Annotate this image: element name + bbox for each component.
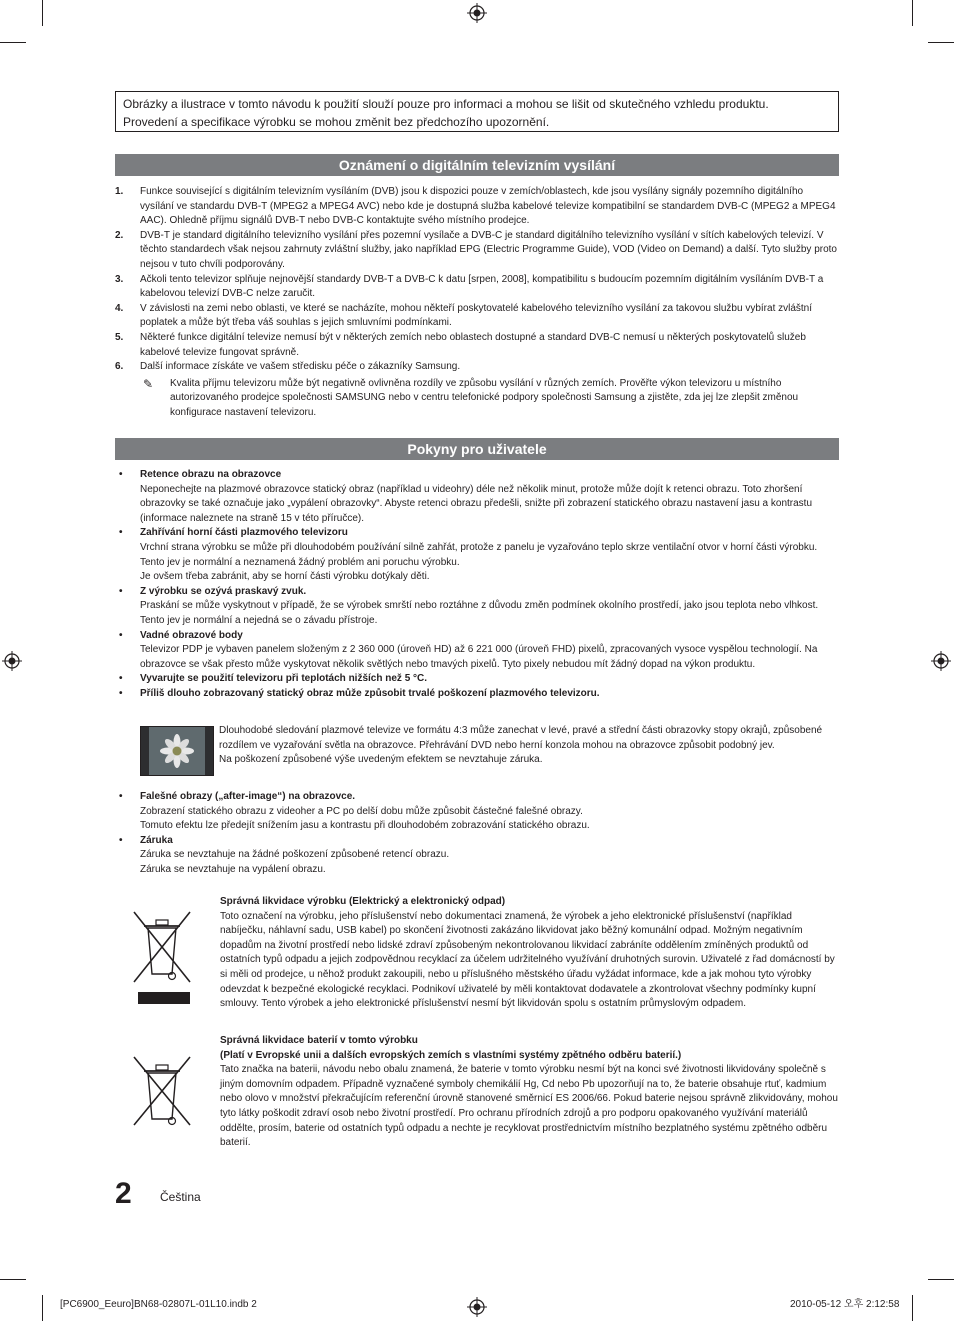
list-item: • Retence obrazu na obrazovce Neponechejte na plazmové obrazovce statický obraz (například u videohry) déle než několik minut, protože může dojít k retenci obrazu. Toto zhoršení obrazovky se také označuje jako „vypálení obrazovky“. Abyste retenci obrazu předešli, snižte při zobrazení statického obrazu nastavení jasu a kontrastu (informace naleznete na straně 15 v této příručce). bbox=[119, 469, 813, 524]
print-footer-file: [PC6900_Eeuro]BN68-02807L-01L10.indb 2 bbox=[60, 1299, 257, 1310]
crop-mark bbox=[912, 0, 913, 26]
list-item: 4. V závislosti na zemi nebo oblasti, ve které se nacházíte, mohou někteří poskytovatelé kabelového televizního vysílání za takovou službu vybírat zvláštní poplatek a může být třeba váš souhlas s jejich smluvními podmínkami. bbox=[115, 302, 813, 329]
digital-broadcast-list bbox=[115, 185, 839, 421]
list-item: • Vadné obrazové body Televizor PDP je vybaven panelem složeným z 2 360 000 (úroveň HD) až 6 221 000 (úroveň FHD) pixelů, zpracovaných vysoce vyspělou technologií. Na obrazovce se však přesto může vyskytovat několik světlých nebo tmavých pixelů. Tyto pixely nebudou mít žádný dopad na výkon produktu. bbox=[119, 629, 818, 670]
language-label: Čeština bbox=[160, 1190, 201, 1204]
section-heading-digital-broadcast: Oznámení o digitálním televizním vysílání bbox=[115, 154, 839, 176]
crop-mark bbox=[0, 1279, 26, 1280]
registration-mark-icon bbox=[2, 651, 22, 671]
crop-mark bbox=[928, 1279, 954, 1280]
crop-mark bbox=[912, 1295, 913, 1321]
list-item: 3. Ačkoli tento televizor splňuje nejnovější standardy DVB-T a DVB-C k datu [srpen, 2008], kompatibilitu s budoucím pozemním digitálním vysíláním DVB-T a kabelovou televizí DVB-C nelze zaručit. bbox=[115, 273, 824, 300]
list-item: 1. Funkce související s digitálním televizním vysíláním (DVB) jsou k dispozici pouze v zemích/oblastech, kde jsou vysílány signály pozemního digitálního vysílání ve standardu DVB-T (MPEG2 a MPEG4 AVC) nebo kde je dostupná služba kabelové televize kompatibilní se standardem DVB-C (MPEG2 a MPEG4 AAC). Ohledně příjmu signálů DVB-T nebo DVB-C kontaktujte svého místního prodejce. bbox=[115, 186, 836, 227]
print-footer-timestamp: 2010-05-12 오후 2:12:58 bbox=[790, 1299, 900, 1310]
registration-mark-icon bbox=[467, 1297, 487, 1317]
flower-photo-image bbox=[140, 726, 214, 776]
note: ✎ Kvalita příjmu televizoru může být negativně ovlivněna rozdíly ve způsobu vysílání v různých zemích. Prověřte výkon televizoru u místního autorizovaného prodejce společnosti SAMSUNG nebo v centru telefonické podpory společnosti Samsung a zjistěte, zda jej lze zlepšit změnou konfigurace nastavení televizoru. bbox=[143, 376, 799, 418]
disclaimer-line: Obrázky a ilustrace v tomto návodu k použití slouží pouze pro informaci a mohou se lišit od skutečného vzhledu produktu. bbox=[123, 97, 769, 111]
crop-mark bbox=[928, 42, 954, 43]
user-instructions-list-continued bbox=[115, 790, 839, 878]
list-item: 6. Další informace získáte ve vašem středisku péče o zákazníky Samsung. bbox=[115, 361, 461, 373]
crop-mark bbox=[42, 0, 43, 26]
list-item: • Příliš dlouho zobrazovaný statický obraz může způsobit trvalé poškození plazmového televizoru. bbox=[119, 687, 600, 699]
user-instructions-list bbox=[115, 468, 839, 702]
section-heading-user-instructions: Pokyny pro uživatele bbox=[115, 438, 839, 460]
list-item: 5. Některé funkce digitální televize nemusí být v některých zemích nebo oblastech dostupné a standard DVB-C nemusí u některých poskytovatelů služeb kabelové televize fungovat správně. bbox=[115, 331, 806, 358]
list-item: • Vyvarujte se použití televizoru při teplotách nižších než 5 °C. bbox=[119, 673, 428, 685]
battery-disposal-section: Správná likvidace baterií v tomto výrobku (Platí v Evropské unii a dalších evropských zemích s vlastními systémy zpětného odběru baterií.) Tato značka na baterii, návodu nebo obalu znamená, že baterie v tomto výrobku nesmí být na konci své životnosti likvidovány společně s jiným domovním odpadem. Případně vyznačené symboly chemikálií Hg, Cd nebo Pb upozorňují na to, že baterie obsahuje rtuť, kadmium nebo olovo v množství překračujícím referenční úrovně stanovené směrnicí ES 2006/66. Pokud baterie nejsou správně zlikvidovány, mohou tyto látky poškodit zdraví osob nebo životní prostředí. Pro ochranu přírodních zdrojů a pro podporu opakovaného využívání materiálů oddělte, prosím, baterie od ostatních typů odpadu a nechte je recyklovat prostřednictvím místního bezplatného systému zpětného odběru baterií. bbox=[220, 1035, 838, 1149]
list-item: • Zahřívání horní části plazmového televizoru Vrchní strana výrobku se může při dlouhodobém používání silně zahřát, protože z panelu je vyzařováno teplo skrze ventilační otvor v horní části výrobku. Tento jev je normální a neznamená žádný problém ani poruchu výrobku. Je ovšem třeba zabránit, aby se horní části výrobku dotýkaly děti. bbox=[119, 527, 818, 583]
weee-disposal-section: Správná likvidace výrobku (Elektrický a elektronický odpad) Toto označení na výrobku, jeho příslušenství nebo dokumentaci znamená, že výrobek a jeho elektronické příslušenství (například nabíječku, náhlavní sadu, USB kabel) po skončení životnosti zakázáno likvidovat jako běžný komunální odpad. Možným negativním dopadům na životní prostředí nebo lidské zdraví způsobeným nekontrolovanou likvidací zabráníte oddělením zmíněných produktů od ostatních typů odpadu a jejich zodpovědnou recyklací za účelem udržitelného využívání druhotných surovin. Uživatelé z řad domácností by si měli od prodejce, u něhož produkt zakoupili, nebo u příslušného městského úřadu vyžádat informace, kde a jak mohou tyto výrobky odevzdat k bezpečné ekologické recyklaci. Podnikoví uživatelé by měli kontaktovat dodavatele a zkontrolovat všechny podmínky kupní smlouvy. Tento výrobek a jeho elektronické příslušenství nesmí být likvidován spolu s ostatním průmyslovým odpadem. bbox=[220, 896, 835, 1010]
crossed-bin-icon bbox=[132, 910, 192, 1006]
crop-mark bbox=[0, 42, 26, 43]
retention-description: Dlouhodobé sledování plazmové televize ve formátu 4:3 může zanechat v levé, pravé a střední části obrazovky stopy okrajů, způsobené rozdílem ve vyzařování světla na obrazovce. Přehrávání DVD nebo herní konzola mohou na obrazovce způsobit podobný jev. Na poškození způsobené výše uvedeným efektem se nevztahuje záruka. bbox=[219, 725, 823, 766]
registration-mark-icon bbox=[467, 3, 487, 23]
disclaimer-line: Provedení a specifikace výrobku se mohou změnit bez předchozího upozornění. bbox=[123, 115, 550, 129]
crop-mark bbox=[42, 1295, 43, 1321]
disclaimer-box bbox=[115, 91, 839, 132]
list-item: • Z výrobku se ozývá praskavý zvuk. Praskání se může vyskytnout v případě, že se výrobek smrští nebo roztáhne z důvodu změn podmínek okolního prostředí, jako jsou teplota nebo vlhkost. Tento jev je normální a nejedná se o závadu přístroje. bbox=[119, 585, 819, 626]
list-item: • Falešné obrazy („after-image“) na obrazovce. Zobrazení statického obrazu z videoher a PC po delší dobu může způsobit částečné falešné obrazy. Tomuto efektu lze předejít snížením jasu a kontrastu při dlouhodobém zobrazování statického obrazu. bbox=[119, 791, 590, 832]
registration-mark-icon bbox=[931, 651, 951, 671]
list-item: 2. DVB-T je standard digitálního televizního vysílání přes pozemní vysílače a DVB-C je standard digitálního televizního vysílání v sítích kabelových televizí. V těchto standardech však nejsou zahrnuty zvláštní služby, jako například EPG (Electric Programme Guide), VOD (Video on Demand) a další. Tyto služby proto nejsou v tuto chvíli podporovány. bbox=[115, 229, 837, 270]
pen-note-icon: ✎ bbox=[143, 376, 154, 391]
crossed-bin-icon bbox=[132, 1055, 192, 1127]
page-number: 2 bbox=[115, 1177, 132, 1210]
list-item: • Záruka Záruka se nevztahuje na žádné poškození způsobené retencí obrazu. Záruka se nevztahuje na vypálení obrazu. bbox=[119, 834, 450, 875]
